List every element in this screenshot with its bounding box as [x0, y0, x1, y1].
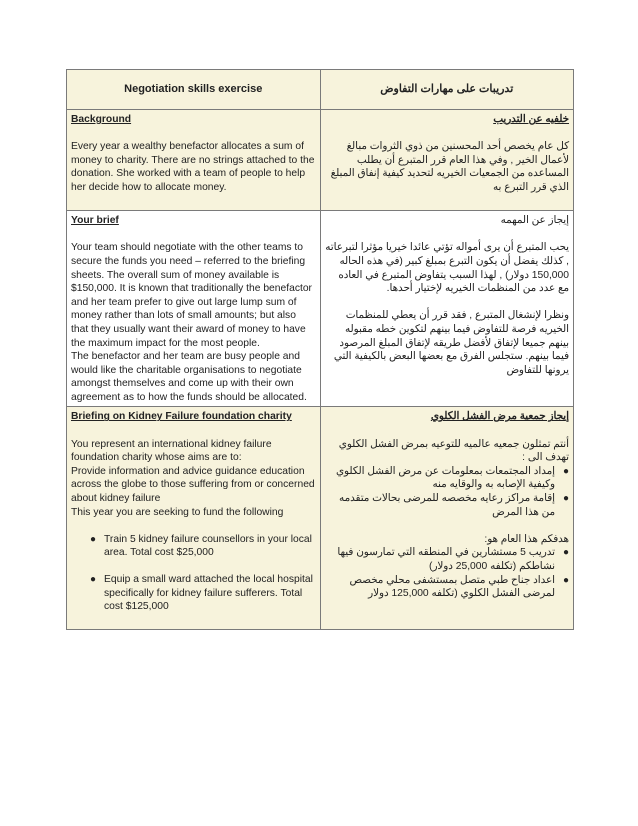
background-heading: Background	[71, 114, 132, 125]
bullet-icon: ●	[562, 465, 569, 477]
background-row	[67, 110, 574, 211]
list-item	[71, 533, 316, 560]
brief-heading: Your brief	[71, 215, 119, 227]
list-item	[325, 546, 570, 573]
bullet-text: اعداد جناح طبي متصل بمستشفى محلي مخصص لمرضى الفشل الكلوي (تكلفه 125,000 دولار	[349, 574, 555, 600]
bullet-text: Train 5 kidney failure counsellors in your local area. Total cost $25,000	[104, 533, 312, 559]
briefing-intro-arabic: أنتم تمثلون جمعيه عالميه للتوعيه بمرض الفشل الكلوي تهدف الى :	[338, 438, 569, 464]
bullet-text: Equip a small ward attached the local hospital specifically for kidney failure sufferers. Total cost $125,000	[104, 574, 313, 613]
briefing-line-3: This year you are seeking to fund the following	[71, 506, 284, 518]
title-row	[67, 70, 574, 110]
brief-english	[67, 211, 321, 407]
briefing-english	[67, 407, 321, 630]
brief-text-2-arabic: ونظرا لإنشغال المتبرع , فقد قرر أن يعطي للمنظمات الخيريه فرصة للتفاوض فيما بينهم لتكوين خطه مقبوله بينهم جميعا لإتفاق لأفضل طريقه لإتفاق المبلغ المرصود فيما بينهم. ستجلس الفرق مع بعضها البعض بالكيفية التي يرونها للتفاوض	[333, 310, 569, 376]
background-text: Every year a wealthy benefactor allocates a sum of money to charity. There are no strings attached to the donation. She worked with a team of people to help her decide how to allocate money.	[71, 141, 315, 193]
briefing-goal-arabic: هدفكم هذا العام هو:	[484, 533, 569, 545]
brief-text-1: Your team should negotiate with the other teams to secure the funds you need – referred to the briefing sheets. The overall sum of money available is $150,000. It is known that traditionally the benefactor and her team prefer to give out large lump sum of money rather than lots of small amounts; but also that they usually want their award of money to have the maximum impact for the most people.	[71, 242, 312, 349]
background-text-arabic: كل عام يخصص أحد المحسنين من ذوي الثروات مبالغ لأعمال الخير , وفي هذا العام قرر المتبرع أن يطلب المساعده من الجمعيات الخيريه لتحديد كيفية إنفاق المبلغ الذي قرر التبرع به	[330, 141, 569, 193]
briefing-goals-list	[325, 546, 570, 600]
background-english	[67, 110, 321, 211]
bullet-icon: ●	[90, 574, 97, 585]
bullet-icon: ●	[562, 547, 569, 559]
briefing-heading-arabic: إيجاز جمعية مرض الفشل الكلوي	[430, 411, 569, 423]
brief-text-1-arabic: يحب المتبرع أن يرى أمواله تؤتي عائدا خيريا مؤثرا لتبرعاته , كذلك يفضل أن يكون التبرع بمبلغ كبير (في هذه الحاله 150,000 دولار) , لهذا السبب يتفاوض المتبرع في العاده مع عدد من المنظمات الخيريه لإختيار أحدها.	[325, 242, 569, 295]
bullet-icon: ●	[562, 493, 569, 505]
bullet-text: إمداد المجتمعات بمعلومات عن مرض الفشل الكلوي وكيفية الإصابه به والوقايه منه	[336, 465, 555, 491]
title-english: Negotiation skills exercise	[67, 70, 321, 110]
bullet-text: تدريب 5 مستشارين في المنطقه التي تمارسون فيها نشاطكم (تكلفه 25,000 دولار)	[337, 547, 555, 572]
background-arabic	[320, 110, 574, 211]
bullet-icon: ●	[90, 533, 97, 545]
background-heading-arabic: خلفيه عن التدريب	[493, 114, 569, 125]
briefing-line-2: Provide information and advice guidance education across the globe to those suffering from or concerned about kidney failure	[71, 465, 315, 505]
list-item	[325, 465, 570, 492]
title-arabic: تدريبات على مهارات التفاوض	[320, 70, 574, 110]
brief-arabic	[320, 211, 574, 407]
briefing-row	[67, 407, 574, 630]
list-item	[325, 492, 570, 519]
briefing-heading: Briefing on Kidney Failure foundation charity	[71, 411, 292, 423]
briefing-arabic	[320, 407, 574, 630]
list-item	[71, 573, 316, 614]
bullet-icon: ●	[562, 574, 569, 586]
brief-heading-arabic: إيجاز عن المهمه	[500, 215, 569, 227]
bullet-text: إقامة مراكز رعايه مخصصه للمرضى بحالات متقدمه من هذا المرض	[339, 493, 555, 518]
briefing-aims-list	[325, 465, 570, 519]
briefing-line-1: You represent an international kidney failure foundation charity whose aims are to:	[71, 438, 272, 464]
brief-row	[67, 211, 574, 407]
briefing-bullet-list	[71, 533, 316, 614]
exercise-table	[66, 69, 574, 630]
list-item	[325, 574, 570, 601]
brief-text-2: The benefactor and her team are busy people and would like the charitable organisations to negotiate amongst themselves and come up with their own agreement as to how the funds should be allocated.	[71, 351, 307, 403]
